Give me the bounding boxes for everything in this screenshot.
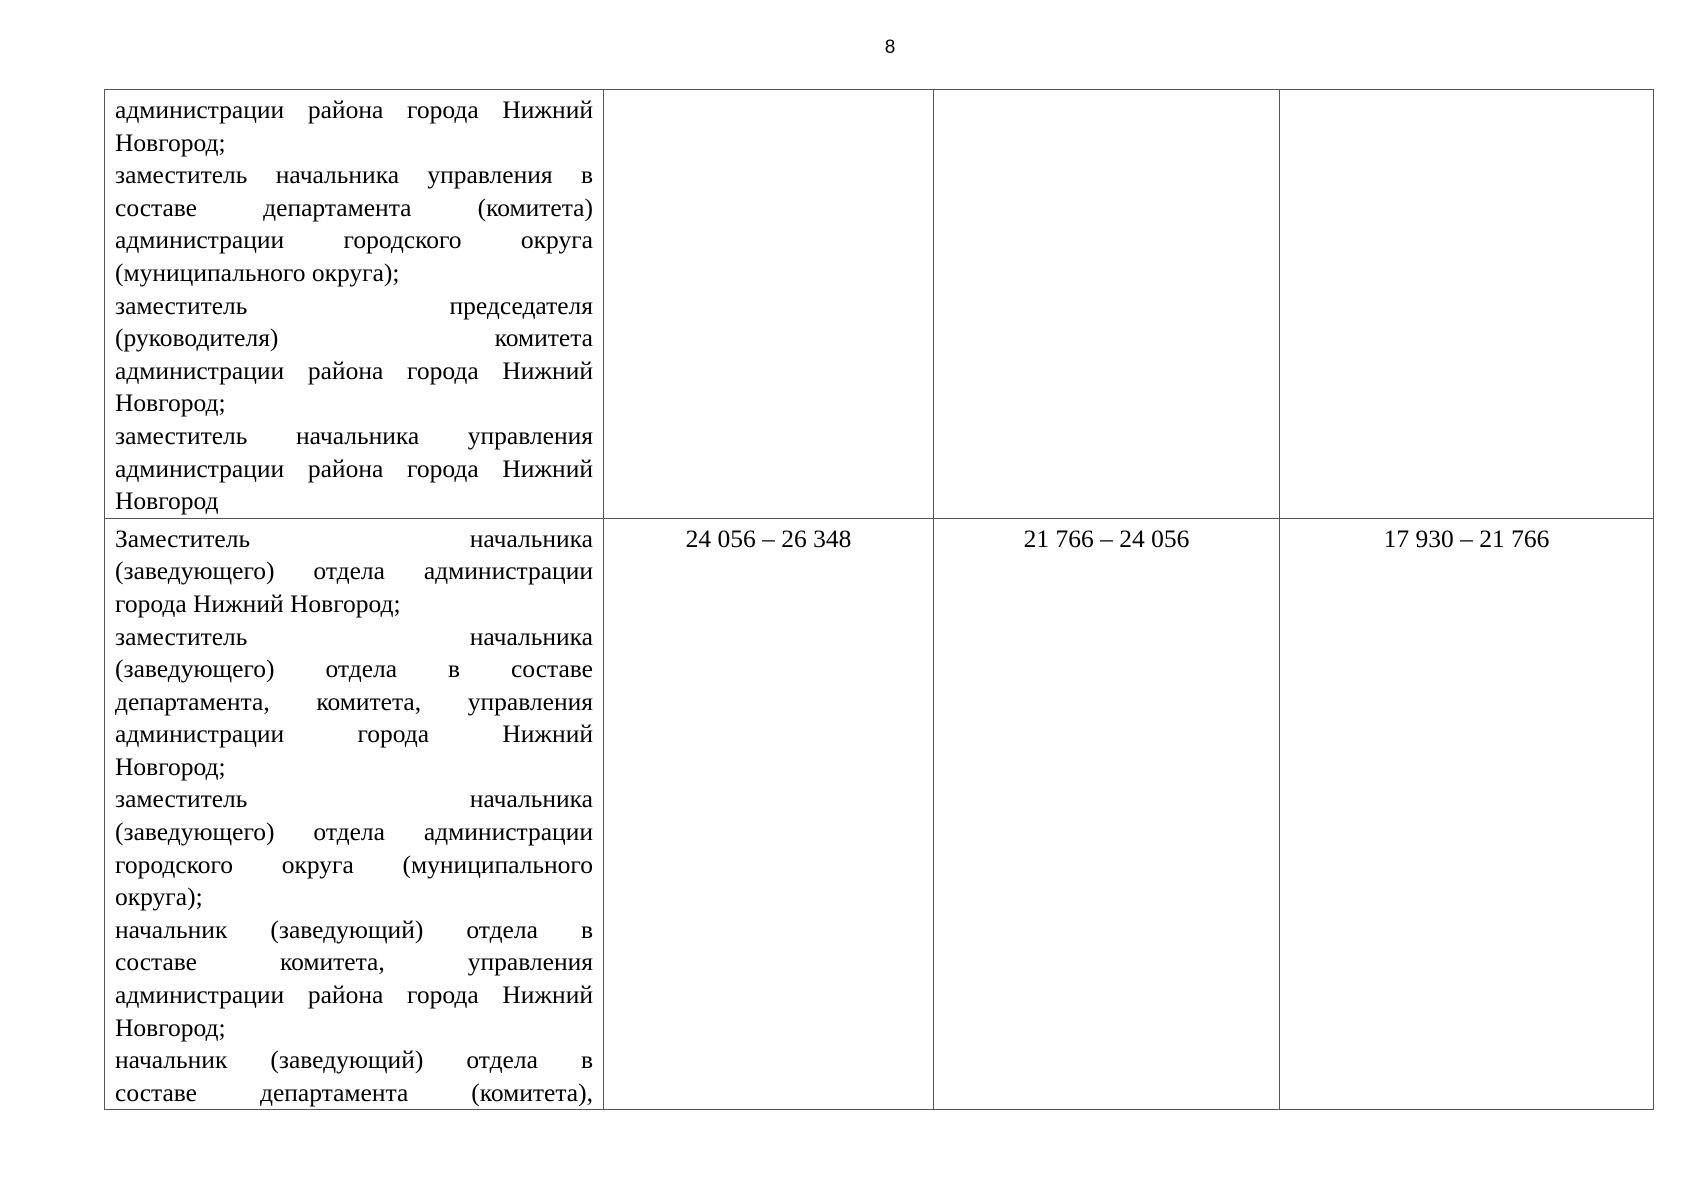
page-number: 8	[884, 37, 896, 58]
position-text-line: (муниципального округа);	[115, 257, 400, 287]
position-text-line: (заведующего) отдела администрации	[115, 556, 593, 586]
position-text-line: администрации района города Нижний	[115, 453, 593, 483]
position-text-line: Новгород;	[115, 127, 226, 157]
position-text-line: составе департамента (комитета),	[115, 1077, 593, 1107]
position-text-line: начальник (заведующий) отдела в	[115, 1045, 593, 1075]
position-text-line: заместитель председателя	[115, 290, 593, 320]
position-text-line: администрации района города Нижний	[115, 95, 593, 124]
salary-range-cell-3: 17 930 – 21 766	[1280, 518, 1654, 1110]
position-cell	[105, 90, 604, 519]
position-text-line: начальник (заведующий) отдела в	[115, 914, 593, 944]
position-text-line: Новгород;	[115, 1012, 226, 1042]
salary-range-cell-2	[934, 90, 1280, 519]
position-text-line: округа);	[115, 882, 203, 912]
position-text-line: (заведующего) отдела администрации	[115, 817, 593, 847]
position-text-line: Новгород;	[115, 751, 226, 781]
position-cell	[105, 518, 604, 1110]
table-row	[105, 518, 1654, 1110]
position-text-line: заместитель начальника	[115, 784, 593, 814]
position-text-line: заместитель начальника управления в	[115, 160, 593, 190]
position-text-line: департамента, комитета, управления	[115, 686, 593, 716]
position-text-line: города Нижний Новгород;	[115, 588, 401, 618]
position-text-line: администрации города Нижний	[115, 719, 593, 749]
position-text-line: администрации района города Нижний	[115, 355, 593, 385]
position-text-line: заместитель начальника управления	[115, 420, 593, 450]
position-text-line: Новгород;	[115, 388, 226, 418]
position-text-line: составе департамента (комитета)	[115, 192, 593, 222]
salary-range-cell-2: 21 766 – 24 056	[934, 518, 1280, 1110]
salary-range-cell-1: 24 056 – 26 348	[604, 518, 934, 1110]
salary-range-cell-1	[604, 90, 934, 519]
salary-range-cell-3	[1280, 90, 1654, 519]
position-text-line: городского округа (муниципального	[115, 849, 593, 879]
salary-table	[104, 89, 1654, 1110]
position-text-line: заместитель начальника	[115, 621, 593, 651]
position-text-line: Заместитель начальника	[115, 523, 593, 553]
position-text-line: составе комитета, управления	[115, 947, 593, 977]
position-text-line: администрации района города Нижний	[115, 980, 593, 1010]
position-text-line: администрации городского округа	[115, 225, 593, 255]
position-text-line: Новгород	[115, 486, 219, 516]
position-text-line: (заведующего) отдела в составе	[115, 654, 593, 684]
position-text-line: (руководителя) комитета	[115, 323, 593, 353]
table-row	[105, 90, 1654, 519]
